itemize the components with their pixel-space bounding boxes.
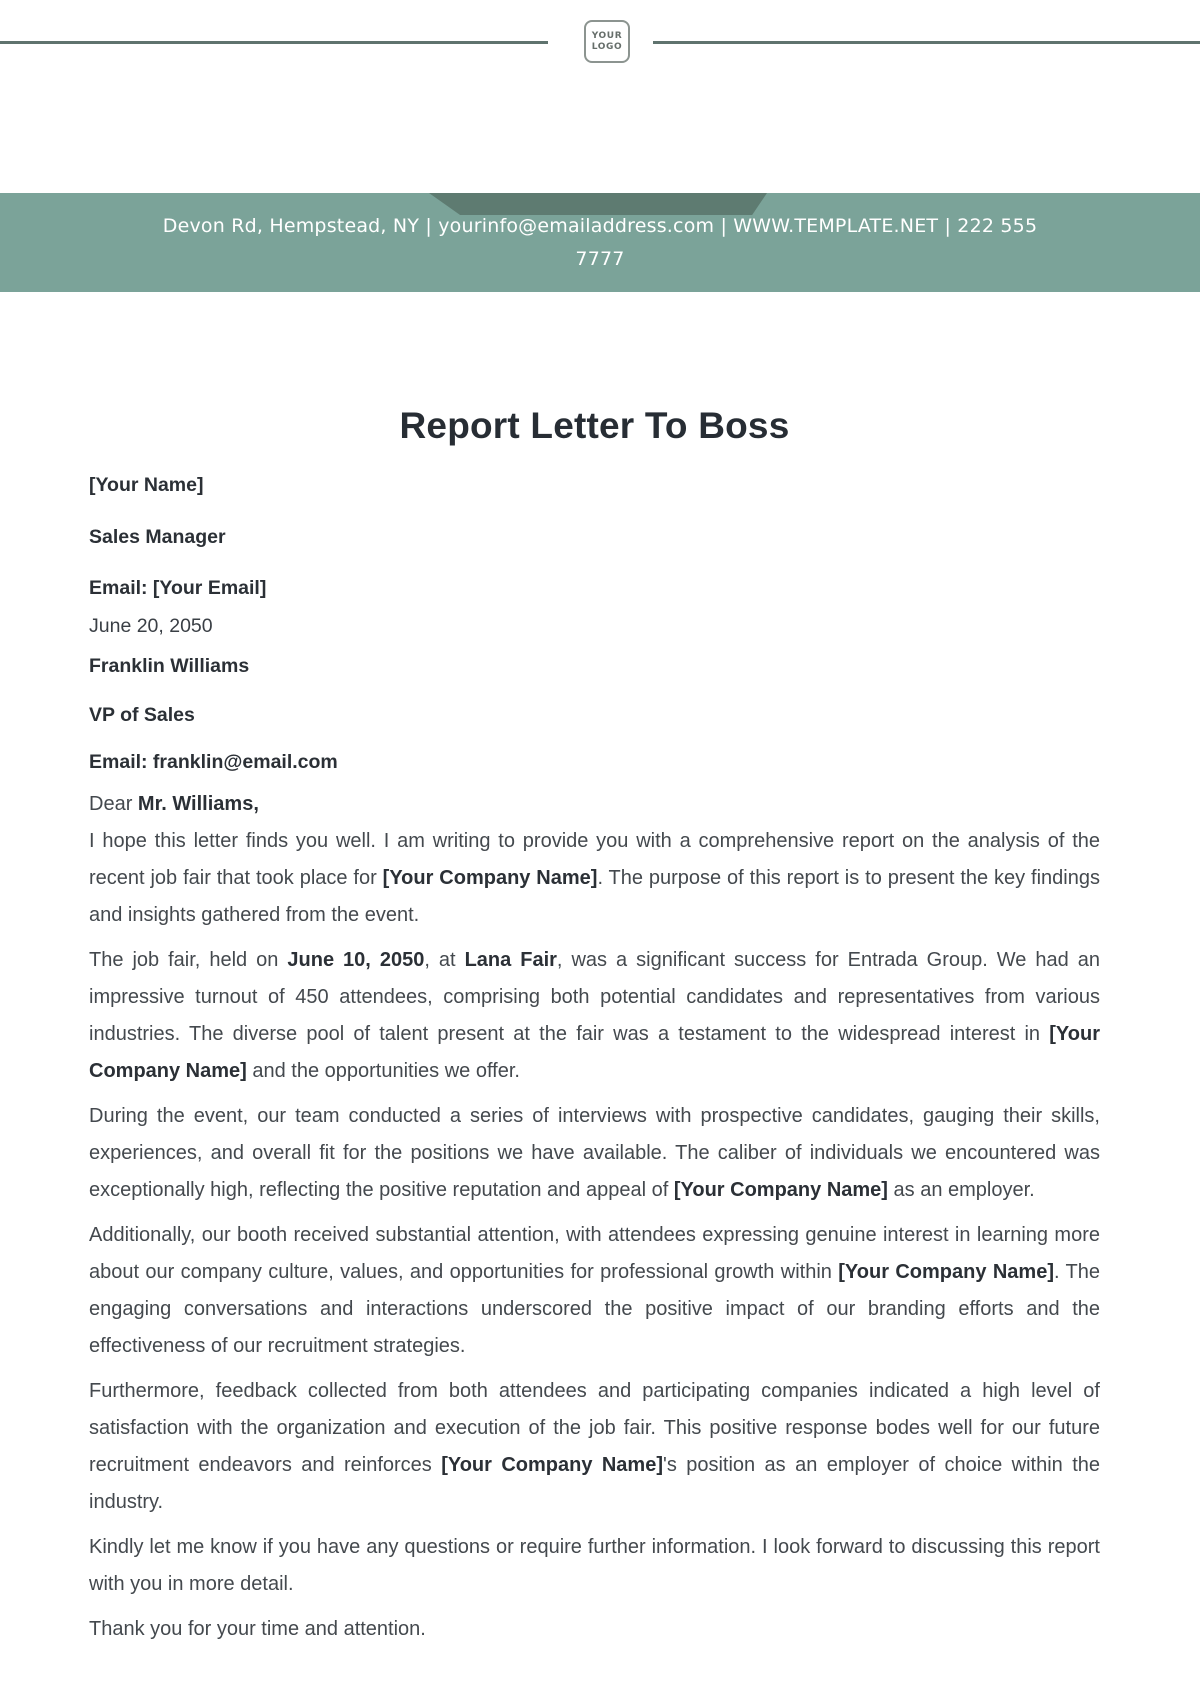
recipient-name: Franklin Williams [89,655,250,677]
letter-paragraph-7: Thank you for your time and attention. [89,1618,426,1640]
company-logo [584,20,630,63]
letter-paragraph-3: During the event, our team conducted a series of interviews with prospective candidates, gauging their skills, experiences, and overall fit for the positions we have available. The caliber of individuals we encountered was exceptionally high, reflecting the positive reputation and appeal of [Your Company Name] as an employer. [89,1105,1100,1201]
logo-text-line1: YOUR [591,30,623,41]
contact-info-line2: 7777 [575,247,625,270]
letter-paragraph-5: Furthermore, feedback collected from both attendees and participating companies indicated a high level of satisfaction with the organization and execution of the job fair. This positive response bodes well for our future recruitment endeavors and reinforces [Your Company Name]'s position as an employer of choice within the industry. [89,1380,1100,1513]
header-rule-left [0,41,548,44]
letter-paragraph-6: Kindly let me know if you have any questions or require further information. I look forward to discussing this report with you in more detail. [89,1536,1100,1595]
sender-name: [Your Name] [89,474,204,496]
letter-body [89,786,1100,1648]
letter-paragraph-2: The job fair, held on June 10, 2050, at Lana Fair, was a significant success for Entrada Group. We had an impressive turnout of 450 attendees, comprising both potential candidates and representatives from various industries. The diverse pool of talent present at the fair was a testament to the widespread interest in [Your Company Name] and the opportunities we offer. [89,949,1101,1082]
salutation: Dear Mr. Williams, [89,793,259,815]
letter-paragraph-1: I hope this letter finds you well. I am writing to provide you with a comprehensive report on the analysis of the recent job fair that took place for [Your Company Name]. The purpose of this report is to present the key findings and insights gathered from the event. [89,830,1100,926]
letterhead [0,0,1200,292]
sender-job-title: Sales Manager [89,526,226,548]
page-title: Report Letter To Boss [399,405,790,446]
recipient-job-title: VP of Sales [89,704,195,726]
recipient-email: Email: franklin@email.com [89,751,338,773]
letter-date: June 20, 2050 [89,615,213,637]
letter-paragraph-4: Additionally, our booth received substantial attention, with attendees expressing genuine interest in learning more about our company culture, values, and opportunities for professional growth within [Your Company Name]. The engaging conversations and interactions underscored the positive impact of our branding efforts and the effectiveness of our recruitment strategies. [89,1224,1101,1357]
contact-banner [0,193,1200,292]
letter-content [89,400,1100,1648]
logo-text-line2: LOGO [591,41,623,52]
header-rule-right [653,41,1200,44]
sender-email: Email: [Your Email] [89,577,267,599]
address-block [89,472,1100,775]
contact-info-line1: Devon Rd, Hempstead, NY | yourinfo@emailaddress.com | WWW.TEMPLATE.NET | 222 555 [162,214,1038,237]
